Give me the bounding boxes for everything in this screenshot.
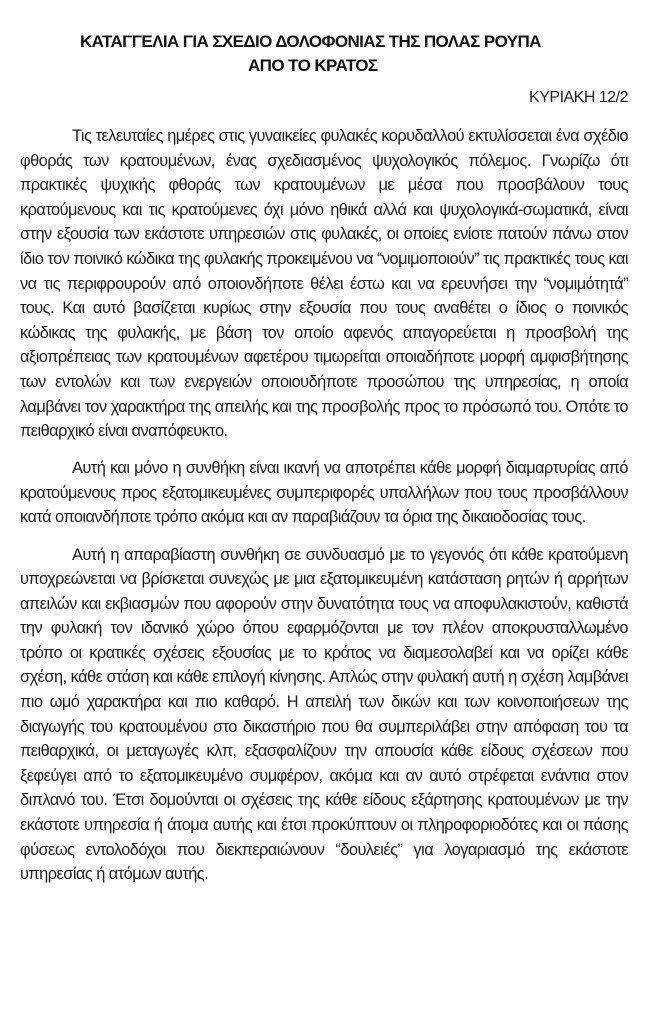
document-body (20, 124, 628, 899)
title-line-1: ΚΑΤΑΓΓΕΛΙΑ ΓΙΑ ΣΧΕΔΙΟ ΔΟΛΟΦΟΝΙΑΣ ΤΗΣ ΠΟΛΑΣ ΡΟΥΠΑ (80, 32, 541, 52)
document-date: ΚΥΡΙΑΚΗ 12/2 (529, 89, 628, 106)
title-line-2: ΑΠΟ ΤΟ ΚΡΑΤΟΣ (248, 56, 378, 76)
paragraph-3: Αυτή η απαραβίαστη συνθήκη σε συνδυασμό με το γεγονός ότι κάθε κρατούμενη υποχρεώνεται να βρίσκεται συνεχώς με μια εξατομικευμένη κατάσταση ρητών ή αρρήτων απειλών και εκβιασμών που αφορούν στην δυνατότητα τους να αποφυλακιστούν, καθιστά την φυλακή τον ιδανικό χώρο όπου εφαρμόζονται με τον πλέον αποκρυσταλλωμένο τρόπο οι κρατικές σχέσεις εξουσίας με το κράτος να διαμεσολαβεί και να ορίζει κάθε σχέση, κάθε στάση και κάθε επιλογή κίνησης. Απλώς στην φυλακή αυτή η σχέση λαμβάνει πιο ωμό χαρακτήρα και πιο καθαρό. Η απειλή των δικών και των κοινοποιήσεων της διαγωγής του κρατουμένου στο δικαστήριο που θα συμπεριλάβει στην απόφαση του τα πειθαρχικά, οι μεταγωγές κλπ, εξασφαλίζουν την απουσία κάθε είδους σχέσεων που ξεφεύγει από το εξατομικευμένο συμφέρον, ακόμα και αν αυτό στρέφεται ενάντια στον διπλανό του. Έτσι δομούνται οι σχέσεις της κάθε είδους εξάρτησης κρατουμένων με την εκάστοτε υπηρεσία ή άτομα αυτής και έτσι προκύπτουν οι πληροφοριοδότες και οι πάσης φύσεως εντολοδόχοι που διεκπεραιώνουν “δουλειές” για λογαριασμό της εκάστοτε υπηρεσίας ή ατόμων αυτής. (20, 545, 628, 884)
paragraph-2: Αυτή και μόνο η συνθήκη είναι ικανή να αποτρέπει κάθε μορφή διαμαρτυρίας από κρατούμενους προς εξατομικευμένες συμπεριφορές υπαλλήλων που τους προσβάλλουν κατά οποιανδήποτε τρόπο ακόμα και αν παραβιάζουν τα όρια της δικαιοδοσίας τους. (20, 459, 628, 527)
document-title (80, 30, 640, 78)
paragraph-1: Τις τελευταίες ημέρες στις γυναικείες φυλακές κορυδαλλού εκτυλίσσεται ένα σχέδιο φθοράς των κρατουμένων, ένας σχεδιασμένος ψυχολογικός πόλεμος. Γνωρίζω ότι πρακτικές ψυχικής φθοράς των κρατουμένων με μέσα που προσβάλουν τους κρατούμενους και τις κρατούμενες όχι μόνο ηθικά αλλά και ψυχολογικά-σωματικά, είναι στην εξουσία των εκάστοτε υπηρεσιών στις φυλακές, οι οποίες ενίοτε πατούν πάνω στον ίδιο τον ποινικό κώδικα της φυλακής προκειμένου να “νομιμοποιούν” τις πρακτικές τους και να τις περιφρουρούν από οποιονδήποτε θέλει έστω και να ερευνήσει την “νομιμότητά” τους. Και αυτό βασίζεται κυρίως στην εξουσία που τους αναθέτει ο ίδιος ο ποινικός κώδικας της φυλακής, με βάση τον οποίο αφενός απαγορεύεται η προσβολή της αξιοπρέπειας των κρατουμένων αφετέρου τιμωρείται οποιαδήποτε μορφή αμφισβήτησης των εντολών και των ενεργειών οποιουδήποτε προσώπου της υπηρεσίας, η οποία λαμβάνει τον χαρακτήρα της απειλής και της προσβολής προς το πρόσωπό του. Οπότε το πειθαρχικό είναι αναπόφευκτο. (20, 127, 628, 441)
